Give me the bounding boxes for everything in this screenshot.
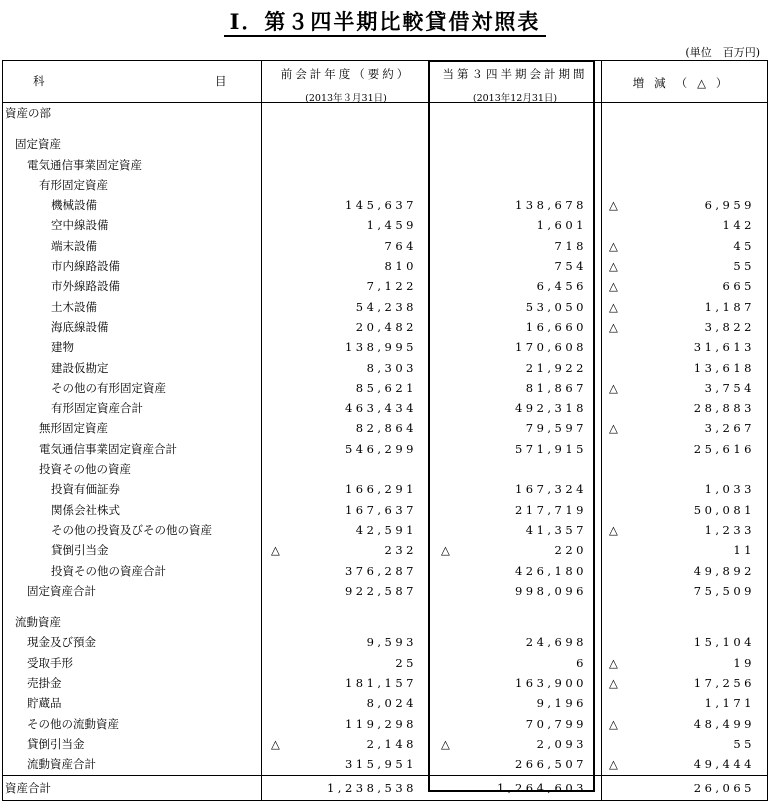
curr-value: 9,196 [536,696,587,711]
row-label: 受取手形 [27,655,73,670]
diff-value: 3,754 [704,380,755,395]
total-prev: 1,238,538 [326,780,417,795]
diff-neg-mark: △ [609,279,618,294]
table-row [3,103,767,123]
table-row [3,134,767,154]
diff-value: 3,267 [704,421,755,436]
curr-value: 571,915 [514,441,587,456]
curr-value: 2,093 [536,736,587,751]
diff-value: 6,959 [704,198,755,213]
diff-neg-mark: △ [609,757,618,772]
table-row [3,418,767,438]
row-label: 電気通信事業固定資産 [27,157,142,172]
prev-value: 54,238 [355,299,417,314]
diff-value: 1,171 [704,696,755,711]
diff-neg-mark: △ [609,238,618,253]
table-row [3,653,767,673]
header-current-quarter: 当第３四半期会計期間 (2013年12月31日) [442,67,588,104]
row-label: 現金及び預金 [27,635,96,650]
row-label: 資産の部 [5,106,51,120]
prev-value: 1,459 [366,218,417,233]
prev-value: 232 [384,543,417,558]
prev-value: 315,951 [344,757,417,772]
prev-value: 167,637 [344,502,417,517]
table-row [3,459,767,479]
prev-value: 20,482 [355,319,417,334]
diff-value: 15,104 [693,635,755,650]
total-diff: 26,065 [693,780,755,795]
curr-value: 220 [554,543,587,558]
diff-value: 11 [733,543,755,558]
diff-value: 31,613 [693,340,755,355]
table-row [3,317,767,337]
curr-neg-mark: △ [441,736,450,751]
diff-value: 55 [733,259,755,274]
spacer-row [3,601,767,612]
diff-value: 45 [733,238,755,253]
table-row [3,337,767,357]
prev-value: 463,434 [344,401,417,416]
table-row [3,155,767,175]
table-row [3,378,767,398]
diff-value: 75,509 [693,583,755,598]
row-label: 建設仮勘定 [51,360,109,375]
row-label: 有形固定資産合計 [51,401,143,416]
prev-value: 376,287 [344,563,417,578]
row-label: その他の投資及びその他の資産 [51,522,212,537]
prev-value: 145,637 [344,198,417,213]
page-title: Ⅰ．第３四半期比較貸借対照表 [0,6,770,36]
table-row [3,632,767,652]
diff-neg-mark: △ [609,522,618,537]
row-label: 貸倒引当金 [51,543,109,558]
prev-value: 42,591 [355,522,417,537]
row-label: 投資その他の資産 [39,462,131,477]
diff-value: 1,033 [704,482,755,497]
row-label: 市内線路設備 [51,259,120,274]
diff-value: 55 [733,736,755,751]
row-label: 市外線路設備 [51,279,120,294]
curr-value: 16,660 [525,319,587,334]
diff-value: 50,081 [693,502,755,517]
diff-value: 19 [733,655,755,670]
row-label: 投資その他の資産合計 [51,563,166,578]
curr-value: 426,180 [514,563,587,578]
curr-value: 21,922 [525,360,587,375]
row-label: 貯蔵品 [27,696,62,711]
header-prev-year: 前会計年度（要約） (2013年３月31日) [280,67,412,104]
table-row [3,561,767,581]
table-row [3,398,767,418]
row-label: 土木設備 [51,299,97,314]
diff-value: 142 [722,218,755,233]
table-row [3,540,767,560]
curr-value: 41,357 [525,522,587,537]
row-label: 建物 [51,340,74,355]
curr-value: 53,050 [525,299,587,314]
diff-value: 665 [722,279,755,294]
row-label: 売掛金 [27,676,62,691]
prev-value: 181,157 [344,676,417,691]
diff-value: 28,883 [693,401,755,416]
row-label: 空中線設備 [51,218,109,233]
diff-value: 3,822 [704,319,755,334]
row-label: その他の有形固定資産 [51,380,166,395]
table-row [3,215,767,235]
table-row [3,612,767,632]
diff-value: 1,187 [704,299,755,314]
row-label: 関係会社株式 [51,502,120,517]
curr-value: 1,601 [536,218,587,233]
diff-neg-mark: △ [609,259,618,274]
prev-neg-mark: △ [271,543,280,558]
table-body [3,103,767,775]
prev-value: 25 [395,655,417,670]
table-row [3,256,767,276]
curr-value: 24,698 [525,635,587,650]
table-row [3,754,767,774]
prev-value: 82,864 [355,421,417,436]
prev-value: 9,593 [366,635,417,650]
row-label: 海底線設備 [51,319,109,334]
table-row [3,195,767,215]
prev-value: 7,122 [366,279,417,294]
diff-value: 13,618 [693,360,755,375]
curr-value: 170,608 [514,340,587,355]
curr-value: 718 [554,238,587,253]
diff-neg-mark: △ [609,319,618,334]
row-label: 無形固定資産 [39,421,108,436]
table-row [3,500,767,520]
diff-neg-mark: △ [609,380,618,395]
table-row [3,714,767,734]
prev-value: 2,148 [366,736,417,751]
unit-note: (単位 百万円) [685,46,760,59]
prev-value: 764 [384,238,417,253]
diff-neg-mark: △ [609,716,618,731]
prev-value: 138,995 [344,340,417,355]
table-row [3,693,767,713]
header-increase-decrease: 増減（△） [632,76,738,90]
prev-value: 8,024 [366,696,417,711]
curr-value: 163,900 [514,676,587,691]
table-row [3,236,767,256]
row-label: 電気通信事業固定資産合計 [39,441,177,456]
table-row [3,175,767,195]
curr-value: 6,456 [536,279,587,294]
row-label: その他の流動資産 [27,716,119,731]
curr-value: 81,867 [525,380,587,395]
diff-value: 25,616 [693,441,755,456]
curr-value: 79,597 [525,421,587,436]
diff-neg-mark: △ [609,676,618,691]
table-row [3,276,767,296]
table-row [3,673,767,693]
row-label: 流動資産合計 [27,757,96,772]
row-label: 貸倒引当金 [27,736,85,751]
spacer-row [3,123,767,134]
total-row [3,775,767,800]
row-label: 投資有価証券 [51,482,120,497]
prev-value: 119,298 [344,716,417,731]
table-header: 科 目 前会計年度（要約） (2013年３月31日) 当第３四半期会計期間 (2013年12月31日) 増減（△） [3,61,767,103]
diff-value: 48,499 [693,716,755,731]
row-label: 有形固定資産 [39,177,108,192]
curr-value: 217,719 [514,502,587,517]
table-row [3,734,767,754]
curr-value: 754 [554,259,587,274]
table-row [3,479,767,499]
curr-value: 138,678 [514,198,587,213]
total-label: 資産合計 [5,780,51,795]
table-row [3,581,767,601]
curr-value: 167,324 [514,482,587,497]
curr-value: 266,507 [514,757,587,772]
balance-sheet-table [2,60,768,801]
diff-neg-mark: △ [609,655,618,670]
table-row [3,297,767,317]
prev-value: 8,303 [366,360,417,375]
row-label: 固定資産合計 [27,583,96,598]
curr-value: 998,096 [514,583,587,598]
diff-value: 49,444 [693,757,755,772]
prev-value: 810 [384,259,417,274]
diff-neg-mark: △ [609,198,618,213]
diff-value: 17,256 [693,676,755,691]
row-label: 固定資産 [15,137,61,152]
prev-value: 922,587 [344,583,417,598]
prev-value: 85,621 [355,380,417,395]
prev-value: 546,299 [344,441,417,456]
row-label: 機械設備 [51,198,97,213]
table-row [3,358,767,378]
curr-value: 70,799 [525,716,587,731]
diff-neg-mark: △ [609,299,618,314]
total-curr: 1,264,603 [496,780,587,795]
curr-value: 492,318 [514,401,587,416]
curr-value: 6 [576,655,587,670]
diff-neg-mark: △ [609,421,618,436]
curr-neg-mark: △ [441,543,450,558]
row-label: 端末設備 [51,238,97,253]
table-row [3,439,767,459]
diff-value: 1,233 [704,522,755,537]
diff-value: 49,892 [693,563,755,578]
prev-value: 166,291 [344,482,417,497]
table-row [3,520,767,540]
prev-neg-mark: △ [271,736,280,751]
row-label: 流動資産 [15,615,61,630]
